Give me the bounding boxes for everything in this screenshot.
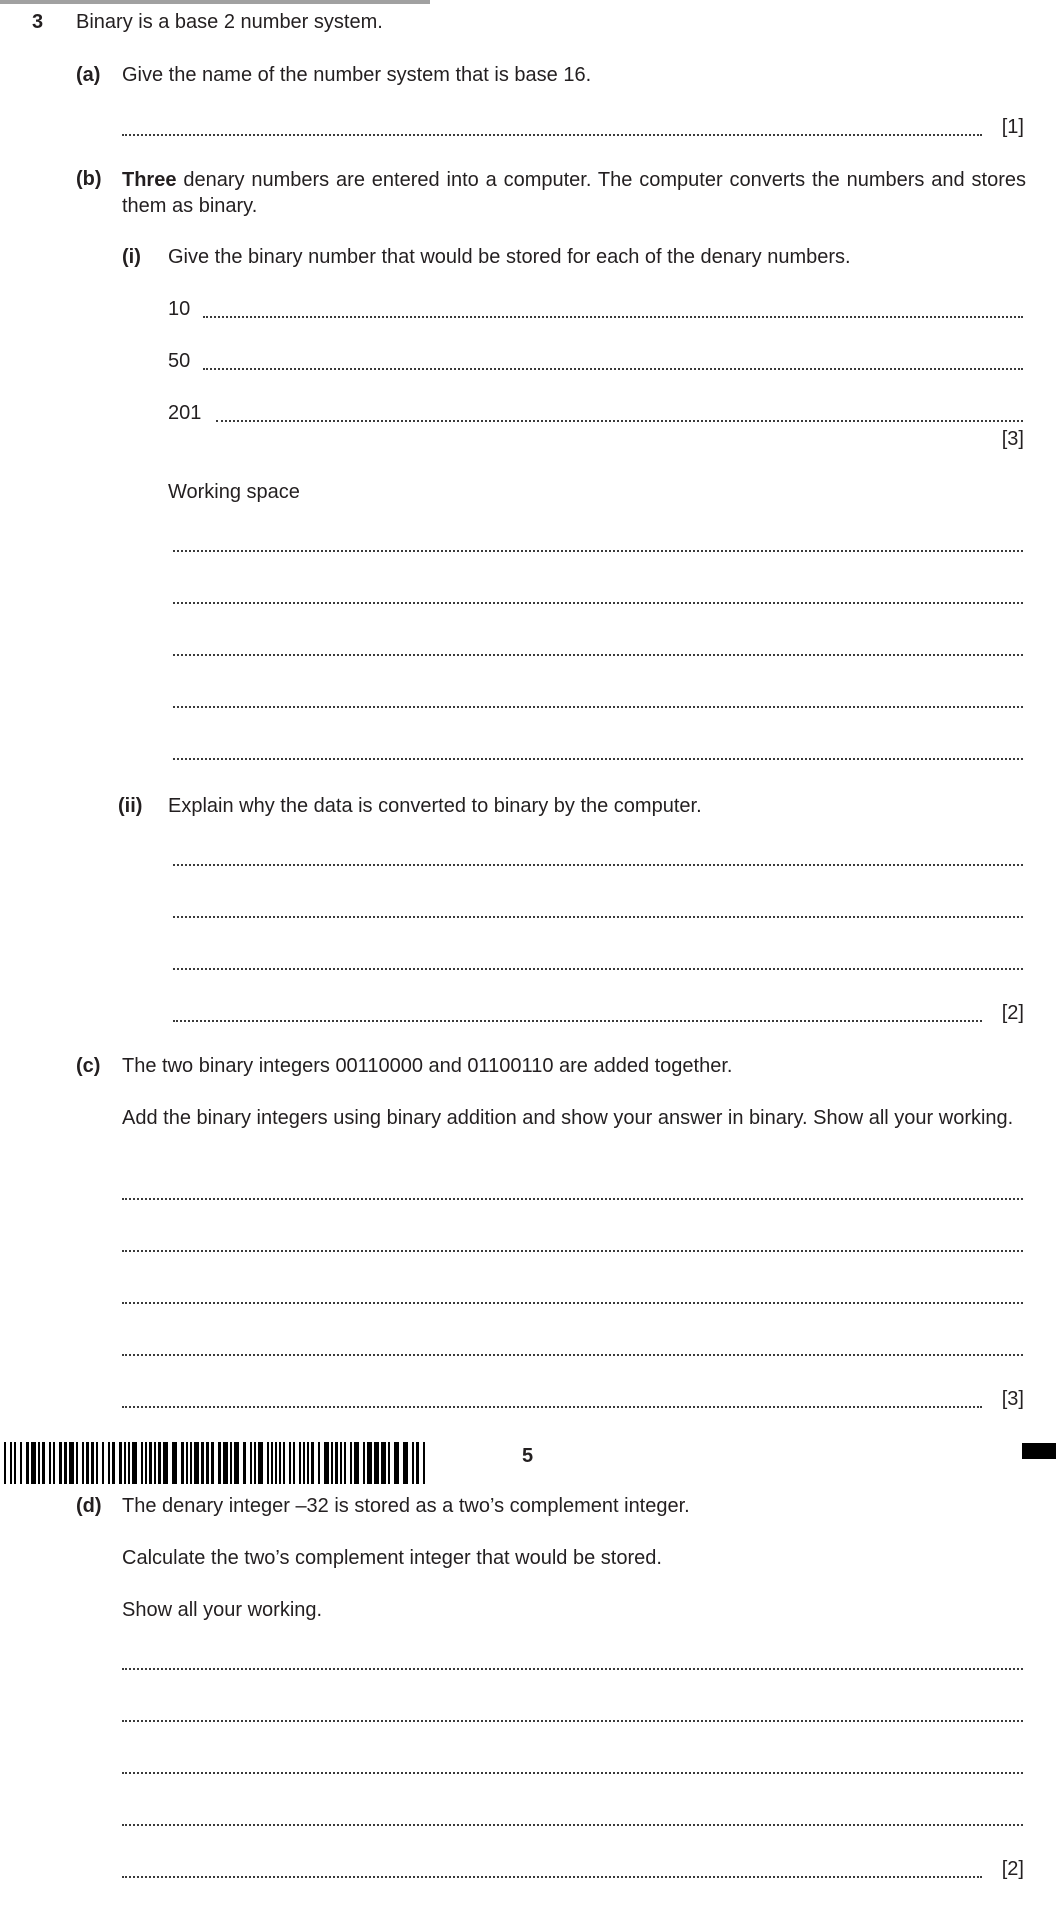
answer-line-b-ii-3[interactable]: [173, 968, 1023, 970]
part-b-text: [122, 167, 1026, 219]
part-d-text-2: Calculate the two’s complement integer that would be stored.: [122, 1547, 662, 1569]
page-number: 5: [522, 1445, 534, 1467]
answer-line-b-ii-2[interactable]: [173, 916, 1023, 918]
denary-number-10: 10: [168, 298, 191, 320]
answer-line-d-4[interactable]: [122, 1824, 1023, 1826]
marks-b-ii: [2]: [1001, 1002, 1024, 1024]
answer-line-d-5[interactable]: [122, 1876, 982, 1878]
working-line-4[interactable]: [173, 706, 1023, 708]
answer-line-d-3[interactable]: [122, 1772, 1023, 1774]
working-space-label: Working space: [168, 481, 300, 503]
page-marker: [1022, 1443, 1056, 1459]
part-b-bold-word: Three: [122, 169, 177, 191]
answer-line-50[interactable]: [203, 368, 1023, 370]
answer-line-c-2[interactable]: [122, 1250, 1023, 1252]
working-line-3[interactable]: [173, 654, 1023, 656]
part-c-text-1: The two binary integers 00110000 and 01100110 are added together.: [122, 1055, 733, 1077]
part-b-i-text: Give the binary number that would be stored for each of the denary numbers.: [168, 246, 851, 268]
part-b-i-label: (i): [122, 246, 141, 268]
answer-line-b-ii-1[interactable]: [173, 864, 1023, 866]
marks-b-i: [3]: [1001, 428, 1024, 450]
part-d-label: (d): [76, 1495, 102, 1517]
question-number: 3: [32, 11, 44, 33]
part-d-text-1: The denary integer –32 is stored as a two’s complement integer.: [122, 1495, 690, 1517]
denary-number-201: 201: [168, 402, 202, 424]
answer-line-c-3[interactable]: [122, 1302, 1023, 1304]
part-b-label: (b): [76, 168, 102, 190]
marks-a: [1]: [1001, 116, 1024, 138]
answer-line-b-ii-4[interactable]: [173, 1020, 982, 1022]
working-line-2[interactable]: [173, 602, 1023, 604]
answer-line-c-5[interactable]: [122, 1406, 982, 1408]
working-line-1[interactable]: [173, 550, 1023, 552]
answer-line-c-4[interactable]: [122, 1354, 1023, 1356]
part-b-ii-text: Explain why the data is converted to binary by the computer.: [168, 795, 702, 817]
part-a-text: Give the name of the number system that is base 16.: [122, 64, 592, 86]
part-a-label: (a): [76, 64, 101, 86]
marks-d: [2]: [1001, 1858, 1024, 1880]
marks-c: [3]: [1001, 1388, 1024, 1410]
part-b-ii-label: (ii): [118, 795, 143, 817]
answer-line-10[interactable]: [203, 316, 1023, 318]
answer-line-c-1[interactable]: [122, 1198, 1023, 1200]
answer-line-201[interactable]: [216, 420, 1023, 422]
working-line-5[interactable]: [173, 758, 1023, 760]
answer-line-a[interactable]: [122, 134, 982, 136]
part-d-text-3: Show all your working.: [122, 1599, 323, 1621]
answer-line-d-1[interactable]: [122, 1668, 1023, 1670]
part-c-label: (c): [76, 1055, 101, 1077]
question-stem: Binary is a base 2 number system.: [76, 11, 383, 33]
part-c-text-2: Add the binary integers using binary addition and show your answer in binary. Show all your working.: [122, 1107, 1014, 1129]
barcode: [4, 1442, 428, 1484]
answer-line-d-2[interactable]: [122, 1720, 1023, 1722]
denary-number-50: 50: [168, 350, 191, 372]
top-barcode-strip: [0, 0, 430, 4]
part-b-text-rest: denary numbers are entered into a computer. The computer converts the numbers and stores them as binary.: [122, 169, 1026, 217]
